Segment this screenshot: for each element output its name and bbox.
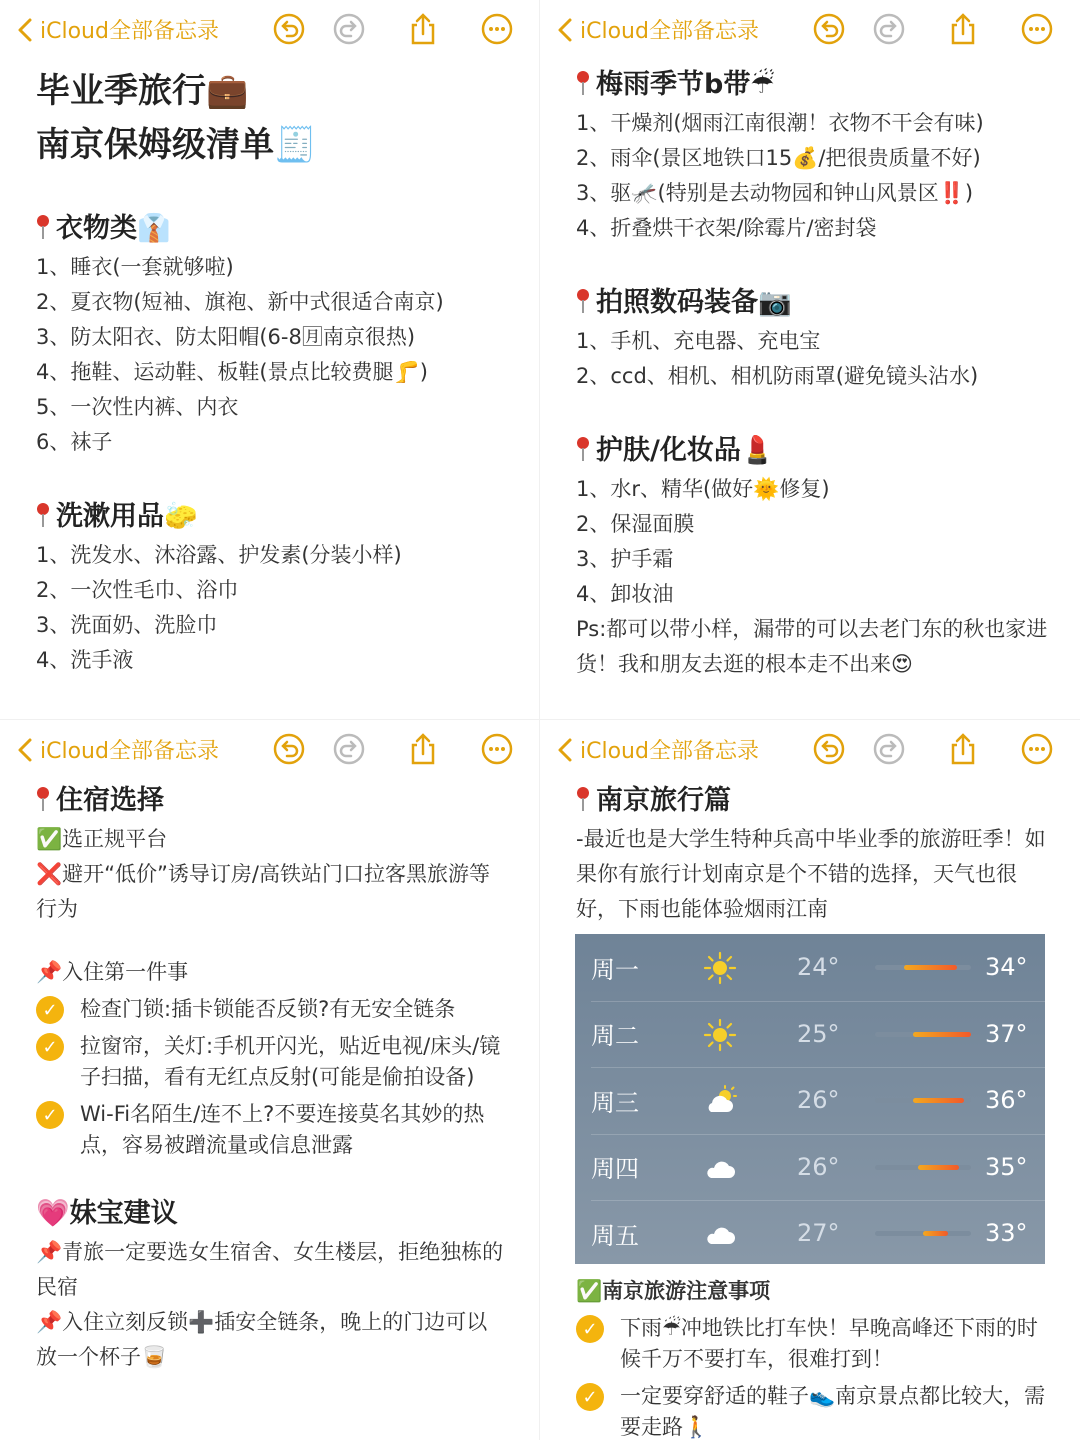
temperature-range-fill (918, 1165, 959, 1170)
list-item: 2、雨伞(景区地铁口15💰/把很贵质量不好) (576, 146, 981, 170)
cloud-icon (703, 1151, 737, 1185)
note-toolbar (540, 8, 1080, 54)
temperature-range-fill (923, 1231, 948, 1236)
weather-day: 周二 (591, 1022, 639, 1050)
weather-row (575, 1067, 1045, 1133)
weather-row (575, 1001, 1045, 1067)
undo-icon (812, 732, 846, 766)
share-button[interactable] (946, 12, 980, 46)
back-label: iCloud全部备忘录 (40, 739, 219, 764)
checkmark-icon[interactable]: ✓ (576, 1383, 604, 1411)
checklist-text: Wi-Fi名陌生/连不上?不要连接莫名其妙的热点，容易被蹭流量或信息泄露 (80, 1102, 485, 1157)
list-item: 5、一次性内裤、内衣 (36, 395, 239, 419)
back-label: iCloud全部备忘录 (580, 739, 759, 764)
weather-low-temp: 26° (797, 1152, 840, 1181)
checklist-item (576, 1381, 1046, 1440)
list-item: 2、一次性毛巾、浴巾 (36, 578, 239, 602)
share-icon (406, 12, 440, 46)
checkmark-icon[interactable]: ✓ (36, 1033, 64, 1061)
pin-icon (576, 436, 590, 462)
more-button[interactable] (1020, 732, 1054, 766)
section-heading-text: 住宿选择 (56, 785, 164, 816)
undo-icon (812, 12, 846, 46)
more-button[interactable] (1020, 12, 1054, 46)
intro-paragraph: -最近也是大学生特种兵高中毕业季的旅游旺季！如果你有旅行计划南京是个不错的选择，天气也很好，下雨也能体验烟雨江南 (576, 827, 1046, 921)
weather-day: 周四 (591, 1155, 639, 1183)
undo-button[interactable] (272, 12, 306, 46)
weather-row (575, 1200, 1045, 1266)
section-heading-rainy-season (576, 64, 1066, 106)
weather-high-temp: 37° (985, 1019, 1028, 1048)
sun-icon (703, 951, 737, 985)
section-heading-clothing (36, 208, 525, 250)
list-item: 1、睡衣(一套就够啦) (36, 255, 234, 279)
list-item: 4、拖鞋、运动鞋、板鞋(景点比较费腿🦵) (36, 360, 428, 384)
list-item: 4、卸妆油 (576, 582, 674, 606)
checklist-item (36, 1031, 505, 1093)
sun-icon (703, 1018, 737, 1052)
temperature-range-bar (875, 1098, 971, 1103)
list-item: 1、洗发水、沐浴露、护发素(分装小样) (36, 543, 402, 567)
section-heading-nanjing (576, 780, 1046, 822)
temperature-range-bar (875, 1165, 971, 1170)
temperature-range-bar (875, 965, 971, 970)
tip-item: 📌青旅一定要选女生宿舍、女生楼层，拒绝独栋的民宿 (36, 1240, 504, 1299)
note-title-line2: 南京保姆级清单🧾 (36, 125, 317, 165)
section-heading-text: 护肤/化妆品💄 (596, 435, 775, 466)
more-button[interactable] (480, 732, 514, 766)
share-icon (946, 732, 980, 766)
weather-day: 周三 (591, 1088, 639, 1117)
back-button[interactable] (16, 14, 219, 45)
redo-icon (872, 12, 906, 46)
list-item: 3、驱🦟(特别是去动物园和钟山风景区‼️) (576, 181, 974, 205)
partly-cloudy-icon (703, 1084, 737, 1118)
list-item: 1、水r、精华(做好🌞修复) (576, 477, 830, 501)
section-heading-text: 南京旅行篇 (596, 785, 731, 816)
section-heading-text: 衣物类👔 (56, 213, 171, 244)
back-label: iCloud全部备忘录 (580, 19, 759, 44)
share-icon (406, 732, 440, 766)
temperature-range-fill (913, 1032, 971, 1037)
note-panel-packing-1 (0, 0, 540, 720)
pin-icon (36, 502, 50, 528)
checklist-item (36, 994, 505, 1025)
back-button[interactable] (556, 14, 759, 45)
pin-icon (36, 214, 50, 240)
back-button[interactable] (556, 734, 759, 765)
list-item: 6、袜子 (36, 430, 113, 454)
weather-low-temp: 24° (797, 953, 840, 981)
checklist-text: 拉窗帘，关灯:手机开闪光，贴近电视/床头/镜子扫描，看有无红点反射(可能是偷拍设备) (80, 1034, 501, 1089)
share-button[interactable] (406, 12, 440, 46)
pin-icon (576, 786, 590, 812)
tip-item: 📌入住立刻反锁➕插安全链条，晚上的门边可以放一个杯子🥃 (36, 1310, 488, 1369)
weather-high-temp: 34° (985, 953, 1028, 981)
temperature-range-bar (875, 1032, 971, 1037)
pin-icon (576, 288, 590, 314)
section-heading-text: 洗漱用品🧽 (56, 501, 198, 532)
undo-button[interactable] (812, 12, 846, 46)
redo-button[interactable] (872, 732, 906, 766)
list-item: 3、防太阳衣、防太阳帽(6-8🈷南京很热) (36, 325, 416, 349)
weather-forecast-card (575, 934, 1045, 1264)
section-heading-tips: 💗妹宝建议 (36, 1198, 178, 1229)
pin-icon (576, 70, 590, 96)
checklist-item (36, 1099, 505, 1161)
dont-item: ❌避开“低价”诱导订房/高铁站门口拉客黑旅游等行为 (36, 862, 490, 921)
checklist-text: 一定要穿舒适的鞋子👟南京景点都比较大，需要走路🚶 (620, 1384, 1046, 1439)
weather-low-temp: 25° (797, 1019, 840, 1048)
share-icon (946, 12, 980, 46)
weather-high-temp: 36° (985, 1086, 1028, 1114)
section-heading-skincare (576, 430, 1066, 472)
redo-icon (332, 732, 366, 766)
list-item: 4、洗手液 (36, 648, 134, 672)
redo-icon (332, 12, 366, 46)
section-heading-photo-gear (576, 282, 1066, 324)
redo-button[interactable] (872, 12, 906, 46)
undo-icon (272, 732, 306, 766)
chevron-left-icon (556, 17, 574, 43)
list-item: 1、手机、充电器、充电宝 (576, 329, 821, 353)
note-panel-lodging (0, 720, 540, 1440)
weather-high-temp: 33° (985, 1219, 1028, 1247)
ellipsis-icon (480, 12, 514, 46)
note-toolbar (540, 728, 1080, 774)
pin-icon (36, 786, 50, 812)
weather-low-temp: 27° (797, 1219, 840, 1247)
back-button[interactable] (16, 734, 219, 765)
section-heading-notes: ✅南京旅游注意事项 (576, 1279, 771, 1303)
list-item: 4、折叠烘干衣架/除霉片/密封袋 (576, 216, 877, 240)
chevron-left-icon (16, 737, 34, 763)
checklist-text: 下雨☔冲地铁比打车快！早晚高峰还下雨的时候千万不要打车，很难打到！ (620, 1316, 1038, 1371)
redo-button[interactable] (332, 732, 366, 766)
ellipsis-icon (1020, 732, 1054, 766)
checkmark-icon[interactable]: ✓ (36, 1101, 64, 1129)
ellipsis-icon (1020, 12, 1054, 46)
section-heading-toiletries (36, 496, 525, 538)
weather-row (575, 934, 1045, 1000)
ellipsis-icon (480, 732, 514, 766)
weather-high-temp: 35° (985, 1152, 1028, 1181)
temperature-range-fill (913, 1098, 964, 1103)
undo-button[interactable] (272, 732, 306, 766)
weather-day: 周五 (591, 1221, 639, 1250)
checkmark-icon[interactable]: ✓ (576, 1315, 604, 1343)
note-toolbar (0, 728, 539, 774)
weather-low-temp: 26° (797, 1086, 840, 1114)
list-item: 3、护手霜 (576, 547, 674, 571)
chevron-left-icon (16, 17, 34, 43)
list-item: 2、ccd、相机、相机防雨罩(避免镜头沾水) (576, 364, 979, 388)
list-item: 2、夏衣物(短袖、旗袍、新中式很适合南京) (36, 290, 444, 314)
section-heading-lodging (36, 780, 505, 822)
section-heading-text: 拍照数码装备📷 (596, 287, 792, 318)
redo-button[interactable] (332, 12, 366, 46)
note-toolbar (0, 8, 539, 54)
checklist-item (576, 1313, 1046, 1375)
list-item: 1、干燥剂(烟雨江南很潮！衣物不干会有味) (576, 111, 984, 135)
note-panel-packing-2 (540, 0, 1080, 720)
note-title-line1: 毕业季旅行💼 (36, 71, 249, 111)
ps-note: Ps:都可以带小样，漏带的可以去老门东的秋也家进货！我和朋友去逛的根本走不出来😍 (576, 617, 1048, 676)
back-label: iCloud全部备忘录 (40, 19, 219, 44)
list-item: 3、洗面奶、洗脸巾 (36, 613, 218, 637)
temperature-range-bar (875, 1231, 971, 1236)
undo-icon (272, 12, 306, 46)
list-item: 2、保湿面膜 (576, 512, 695, 536)
more-button[interactable] (480, 12, 514, 46)
share-button[interactable] (946, 732, 980, 766)
section-heading-text: 梅雨季节b带☔ (596, 69, 775, 100)
chevron-left-icon (556, 737, 574, 763)
checkmark-icon[interactable]: ✓ (36, 996, 64, 1024)
checklist-text: 检查门锁:插卡锁能否反锁?有无安全链条 (80, 997, 456, 1021)
weather-day: 周一 (591, 955, 639, 984)
note-panel-nanjing-trip (540, 720, 1080, 1440)
cloud-icon (703, 1217, 737, 1251)
redo-icon (872, 732, 906, 766)
share-button[interactable] (406, 732, 440, 766)
undo-button[interactable] (812, 732, 846, 766)
temperature-range-fill (904, 965, 957, 970)
do-item: ✅选正规平台 (36, 827, 168, 851)
subheading-first-thing: 📌入住第一件事 (36, 960, 189, 984)
weather-row (575, 1134, 1045, 1200)
